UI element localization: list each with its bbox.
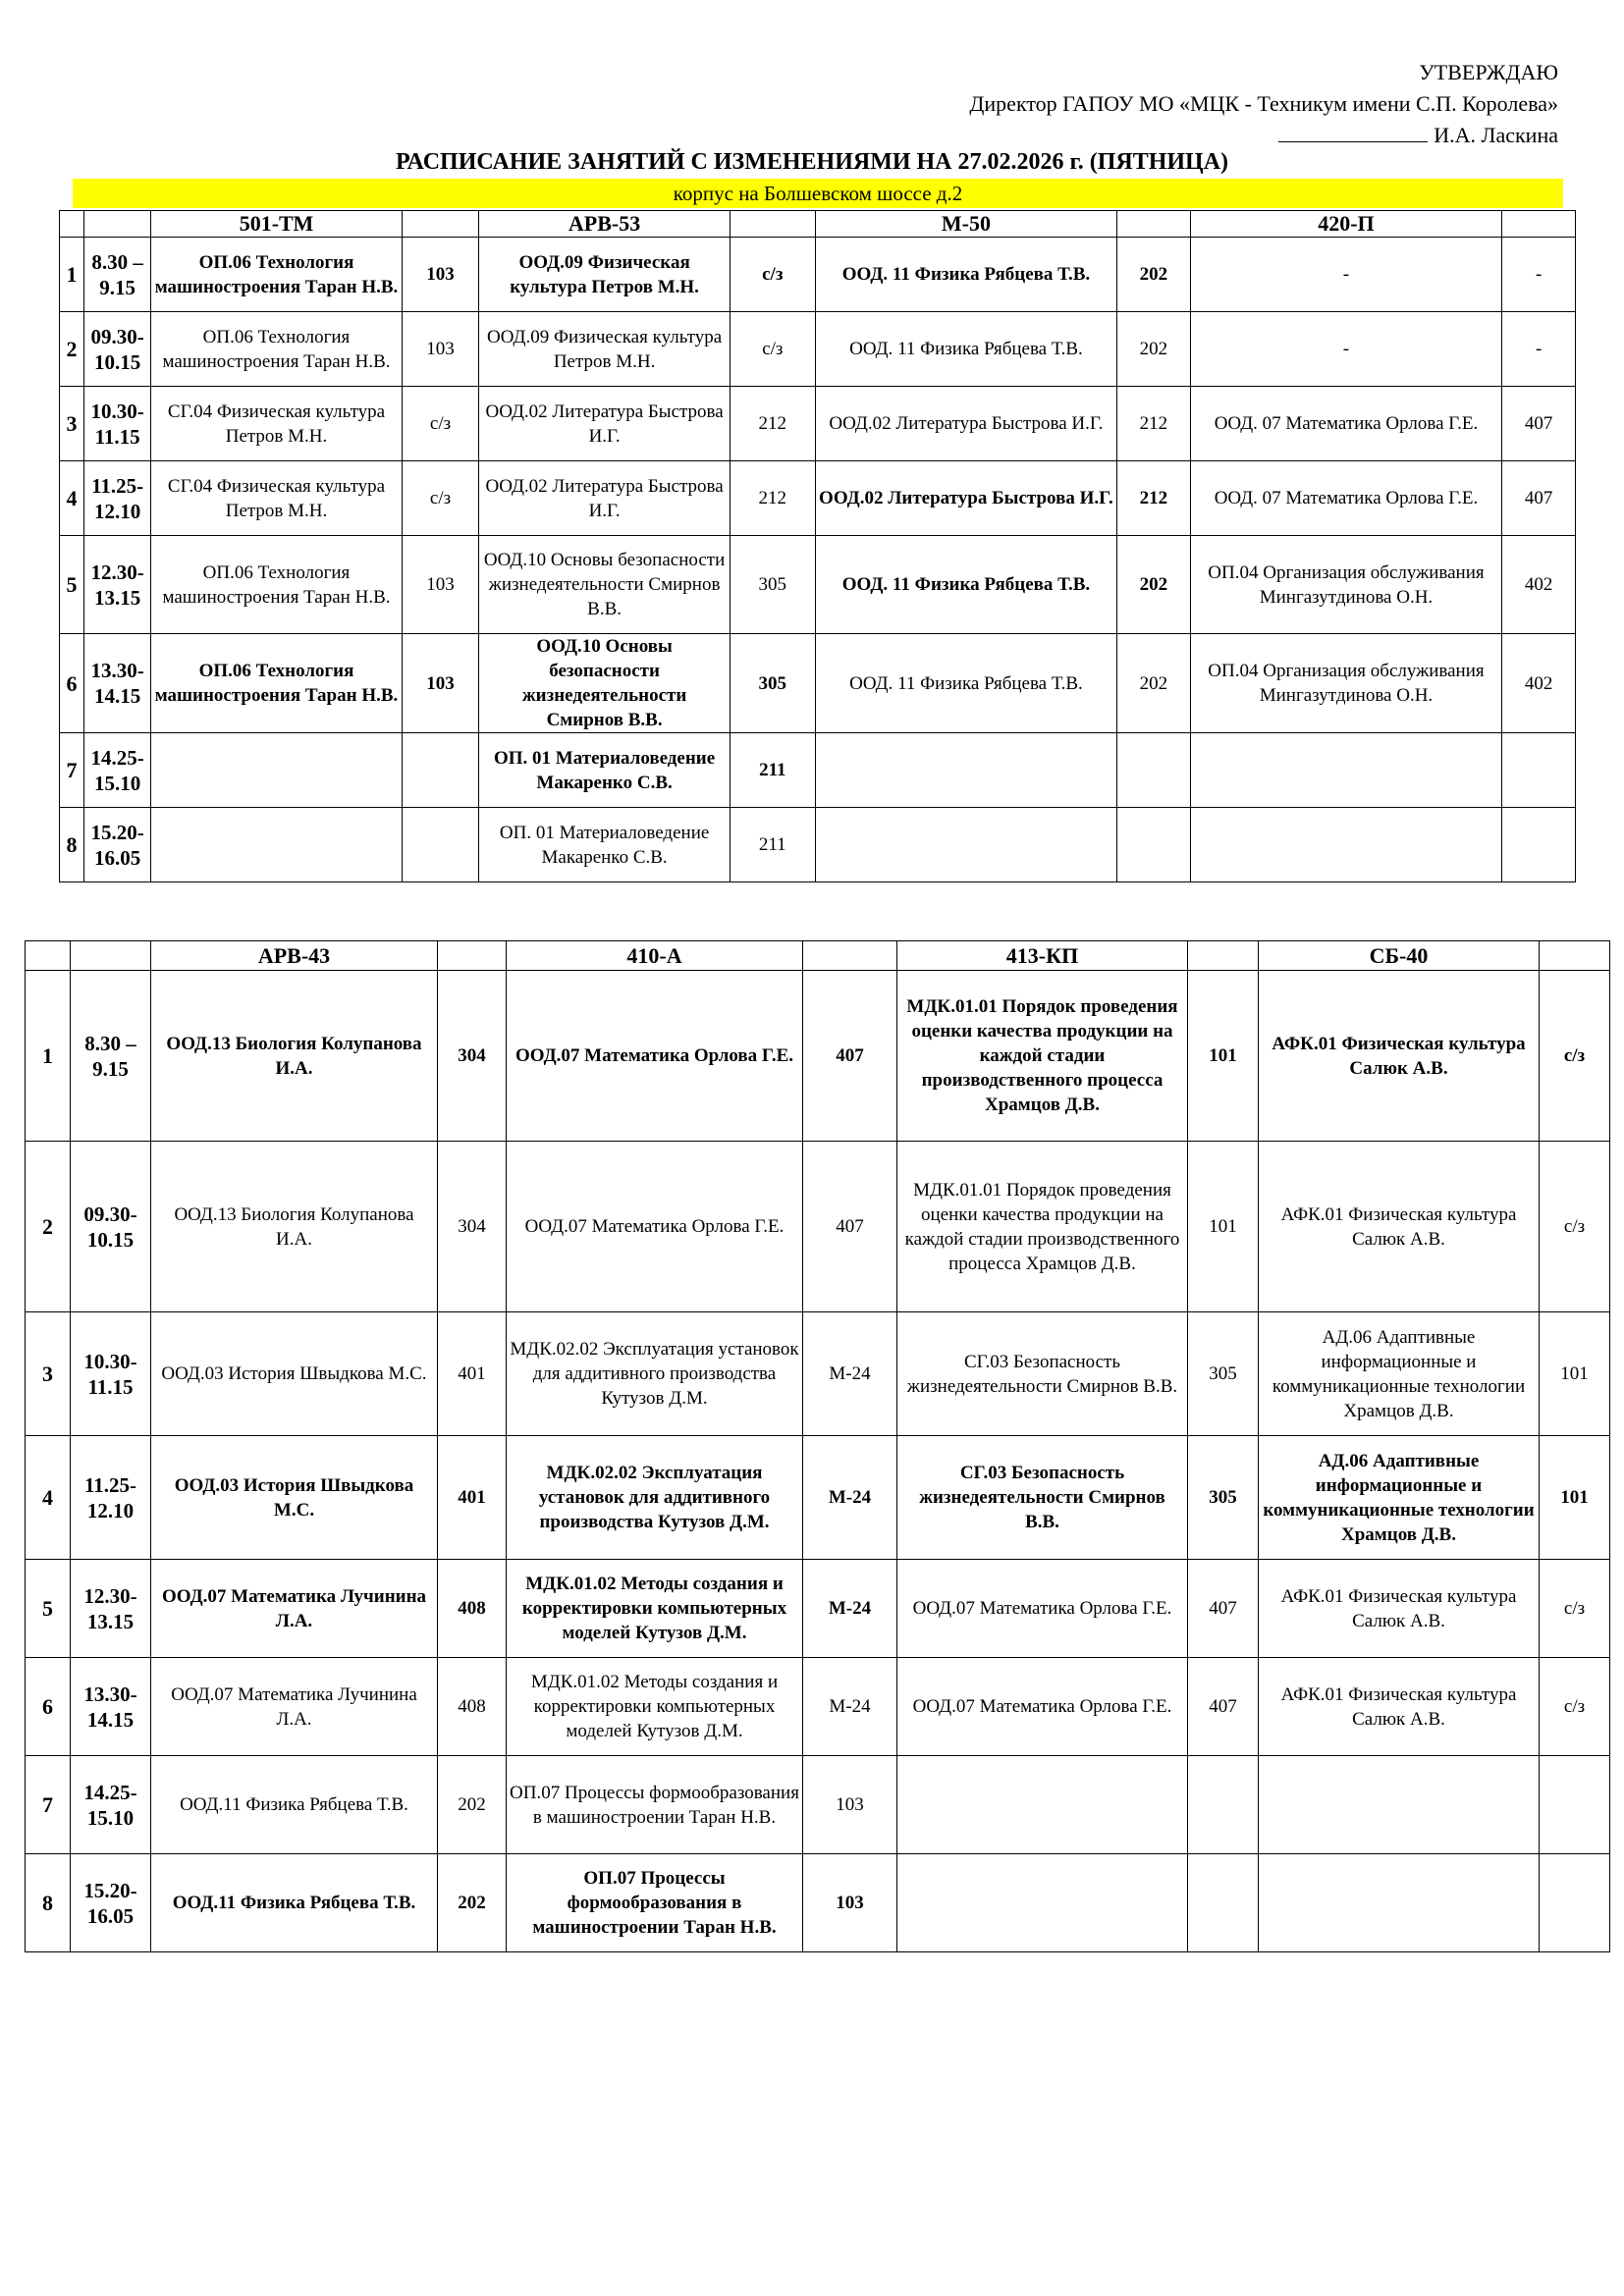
subject-cell: ОП.04 Организация обслуживания Мингазутдинова О.Н. <box>1190 634 1502 733</box>
room-cell: - <box>1502 238 1576 312</box>
subject-cell <box>815 808 1116 882</box>
room-cell: 103 <box>402 238 479 312</box>
table-row <box>60 238 1576 312</box>
room-cell: 103 <box>402 536 479 634</box>
subject-cell: ООД.10 Основы безопасности жизнедеятельности Смирнов В.В. <box>479 536 730 634</box>
group-header: М-50 <box>815 211 1116 238</box>
room-cell <box>1540 1854 1610 1952</box>
subject-cell <box>897 1756 1188 1854</box>
table-row <box>26 1142 1610 1312</box>
lesson-time: 8.30 – 9.15 <box>71 971 151 1142</box>
subject-cell: ООД.03 История Швыдкова М.С. <box>151 1436 438 1560</box>
group-header: 413-КП <box>897 941 1188 971</box>
subject-cell: АФК.01 Физическая культура Салюк А.В. <box>1259 1142 1540 1312</box>
subject-cell: МДК.02.02 Эксплуатация установок для аддитивного производства Кутузов Д.М. <box>507 1436 803 1560</box>
room-cell: с/з <box>1540 971 1610 1142</box>
room-cell <box>402 733 479 808</box>
subject-cell: ООД.07 Математика Орлова Г.Е. <box>897 1658 1188 1756</box>
lesson-number: 7 <box>26 1756 71 1854</box>
group-header: 410-А <box>507 941 803 971</box>
room-cell: с/з <box>402 461 479 536</box>
schedule-table-2 <box>25 940 1610 1952</box>
director-line: Директор ГАПОУ МО «МЦК - Техникум имени С.П. Королева» <box>969 91 1558 116</box>
subject-cell: ООД. 11 Физика Рябцева Т.В. <box>815 634 1116 733</box>
room-cell: 407 <box>1188 1658 1259 1756</box>
subject-cell: ООД.02 Литература Быстрова И.Г. <box>815 461 1116 536</box>
room-cell: 101 <box>1540 1436 1610 1560</box>
subject-cell: ООД.07 Математика Орлова Г.Е. <box>507 1142 803 1312</box>
room-cell: 407 <box>803 1142 897 1312</box>
lesson-time: 8.30 – 9.15 <box>83 238 150 312</box>
header-row <box>26 941 1610 971</box>
room-cell: 401 <box>438 1312 507 1436</box>
lesson-number: 7 <box>60 733 84 808</box>
subject-cell: ООД.09 Физическая культура Петров М.Н. <box>479 312 730 387</box>
room-cell: 305 <box>730 634 815 733</box>
subject-cell: - <box>1190 312 1502 387</box>
room-cell: с/з <box>1540 1142 1610 1312</box>
header-blank-cell <box>83 211 150 238</box>
group-header: 420-П <box>1190 211 1502 238</box>
room-cell: 103 <box>402 312 479 387</box>
room-cell: 202 <box>1117 634 1191 733</box>
room-cell: 305 <box>1188 1436 1259 1560</box>
lesson-time: 15.20- 16.05 <box>71 1854 151 1952</box>
room-cell <box>1117 808 1191 882</box>
building-banner: корпус на Болшевском шоссе д.2 <box>73 179 1563 208</box>
room-cell: 103 <box>803 1756 897 1854</box>
header-blank-cell <box>71 941 151 971</box>
lesson-time: 14.25- 15.10 <box>71 1756 151 1854</box>
subject-cell: МДК.01.02 Методы создания и корректировки компьютерных моделей Кутузов Д.М. <box>507 1658 803 1756</box>
table-row <box>26 1756 1610 1854</box>
subject-cell: ОП.07 Процессы формообразования в машиностроении Таран Н.В. <box>507 1756 803 1854</box>
room-cell: 402 <box>1502 536 1576 634</box>
subject-cell: ОП.06 Технология машиностроения Таран Н.В. <box>151 238 402 312</box>
header-blank-cell <box>1540 941 1610 971</box>
subject-cell: ОП. 01 Материаловедение Макаренко С.В. <box>479 808 730 882</box>
room-cell <box>1502 808 1576 882</box>
room-cell: 407 <box>1188 1560 1259 1658</box>
room-cell: 101 <box>1540 1312 1610 1436</box>
lesson-time: 15.20- 16.05 <box>83 808 150 882</box>
subject-cell: МДК.02.02 Эксплуатация установок для аддитивного производства Кутузов Д.М. <box>507 1312 803 1436</box>
subject-cell <box>151 733 402 808</box>
subject-cell: ОП.06 Технология машиностроения Таран Н.В. <box>151 634 402 733</box>
room-cell: 202 <box>1117 312 1191 387</box>
lesson-number: 4 <box>26 1436 71 1560</box>
group-header: АРВ-43 <box>151 941 438 971</box>
lesson-number: 3 <box>26 1312 71 1436</box>
header-blank-cell <box>60 211 84 238</box>
subject-cell: ООД.07 Математика Орлова Г.Е. <box>897 1560 1188 1658</box>
room-cell: с/з <box>1540 1658 1610 1756</box>
lesson-number: 8 <box>26 1854 71 1952</box>
room-cell: М-24 <box>803 1312 897 1436</box>
approval-block <box>969 57 1558 151</box>
lesson-time: 13.30- 14.15 <box>83 634 150 733</box>
group-header: СБ-40 <box>1259 941 1540 971</box>
room-cell: 101 <box>1188 1142 1259 1312</box>
lesson-time: 12.30- 13.15 <box>83 536 150 634</box>
group-header: АРВ-53 <box>479 211 730 238</box>
approve-label: УТВЕРЖДАЮ <box>1419 60 1558 84</box>
room-cell: 212 <box>1117 461 1191 536</box>
subject-cell: ООД. 11 Физика Рябцева Т.В. <box>815 312 1116 387</box>
room-cell: М-24 <box>803 1436 897 1560</box>
table-row <box>60 536 1576 634</box>
subject-cell: ОП.04 Организация обслуживания Мингазутдинова О.Н. <box>1190 536 1502 634</box>
lesson-number: 2 <box>26 1142 71 1312</box>
header-blank-cell <box>803 941 897 971</box>
subject-cell: ОП.07 Процессы формообразования в машиностроении Таран Н.В. <box>507 1854 803 1952</box>
subject-cell <box>1190 808 1502 882</box>
table-row <box>26 1658 1610 1756</box>
subject-cell: ООД. 11 Физика Рябцева Т.В. <box>815 536 1116 634</box>
subject-cell: АД.06 Адаптивные информационные и коммуникационные технологии Храмцов Д.В. <box>1259 1436 1540 1560</box>
header-blank-cell <box>1502 211 1576 238</box>
subject-cell: СГ.04 Физическая культура Петров М.Н. <box>151 387 402 461</box>
room-cell: 402 <box>1502 634 1576 733</box>
subject-cell: АФК.01 Физическая культура Салюк А.В. <box>1259 1560 1540 1658</box>
table-row <box>60 808 1576 882</box>
subject-cell: МДК.01.01 Порядок проведения оценки качества продукции на каждой стадии производственного процесса Храмцов Д.В. <box>897 971 1188 1142</box>
subject-cell: ООД.09 Физическая культура Петров М.Н. <box>479 238 730 312</box>
table-row <box>60 733 1576 808</box>
room-cell: 408 <box>438 1658 507 1756</box>
lesson-time: 12.30- 13.15 <box>71 1560 151 1658</box>
subject-cell: СГ.03 Безопасность жизнедеятельности Смирнов В.В. <box>897 1312 1188 1436</box>
room-cell <box>1540 1756 1610 1854</box>
room-cell: 202 <box>438 1756 507 1854</box>
subject-cell <box>897 1854 1188 1952</box>
header-blank-cell <box>1117 211 1191 238</box>
subject-cell: ООД.10 Основы безопасности жизнедеятельности Смирнов В.В. <box>479 634 730 733</box>
lesson-time: 10.30- 11.15 <box>71 1312 151 1436</box>
subject-cell: АФК.01 Физическая культура Салюк А.В. <box>1259 1658 1540 1756</box>
table-row <box>60 387 1576 461</box>
room-cell: 304 <box>438 971 507 1142</box>
group-header: 501-ТМ <box>151 211 402 238</box>
lesson-time: 14.25- 15.10 <box>83 733 150 808</box>
room-cell: 212 <box>730 461 815 536</box>
subject-cell <box>1190 733 1502 808</box>
subject-cell: ОП. 01 Материаловедение Макаренко С.В. <box>479 733 730 808</box>
schedule-table-1 <box>59 210 1576 882</box>
lesson-number: 6 <box>26 1658 71 1756</box>
subject-cell: АД.06 Адаптивные информационные и коммуникационные технологии Храмцов Д.В. <box>1259 1312 1540 1436</box>
lesson-time: 11.25- 12.10 <box>83 461 150 536</box>
subject-cell: ООД.02 Литература Быстрова И.Г. <box>479 387 730 461</box>
subject-cell: ОП.06 Технология машиностроения Таран Н.В. <box>151 312 402 387</box>
room-cell: 304 <box>438 1142 507 1312</box>
room-cell: М-24 <box>803 1560 897 1658</box>
room-cell: 407 <box>1502 461 1576 536</box>
subject-cell: ООД. 07 Математика Орлова Г.Е. <box>1190 461 1502 536</box>
subject-cell: ООД.11 Физика Рябцева Т.В. <box>151 1756 438 1854</box>
signature-blank <box>1278 122 1428 142</box>
table-row <box>26 1560 1610 1658</box>
room-cell: 305 <box>730 536 815 634</box>
page-title: РАСПИСАНИЕ ЗАНЯТИЙ С ИЗМЕНЕНИЯМИ НА 27.02.2026 г. (ПЯТНИЦА) <box>395 149 1229 175</box>
subject-cell: ООД.13 Биология Колупанова И.А. <box>151 971 438 1142</box>
subject-cell: ОП.06 Технология машиностроения Таран Н.В. <box>151 536 402 634</box>
subject-cell <box>1259 1756 1540 1854</box>
room-cell: 401 <box>438 1436 507 1560</box>
lesson-time: 09.30- 10.15 <box>83 312 150 387</box>
lesson-number: 4 <box>60 461 84 536</box>
subject-cell: ООД. 11 Физика Рябцева Т.В. <box>815 238 1116 312</box>
table-row <box>60 634 1576 733</box>
subject-cell: ООД. 07 Математика Орлова Г.Е. <box>1190 387 1502 461</box>
room-cell: 211 <box>730 808 815 882</box>
room-cell: с/з <box>402 387 479 461</box>
room-cell <box>1117 733 1191 808</box>
table-row <box>26 1854 1610 1952</box>
room-cell <box>402 808 479 882</box>
room-cell: 101 <box>1188 971 1259 1142</box>
subject-cell: МДК.01.01 Порядок проведения оценки качества продукции на каждой стадии производственного процесса Храмцов Д.В. <box>897 1142 1188 1312</box>
header-blank-cell <box>730 211 815 238</box>
lesson-number: 1 <box>26 971 71 1142</box>
lesson-time: 09.30- 10.15 <box>71 1142 151 1312</box>
room-cell: 212 <box>1117 387 1191 461</box>
room-cell <box>1502 733 1576 808</box>
table-row <box>60 461 1576 536</box>
subject-cell <box>151 808 402 882</box>
header-blank-cell <box>438 941 507 971</box>
room-cell: - <box>1502 312 1576 387</box>
room-cell: с/з <box>1540 1560 1610 1658</box>
lesson-number: 5 <box>26 1560 71 1658</box>
room-cell: 408 <box>438 1560 507 1658</box>
subject-cell: ООД.02 Литература Быстрова И.Г. <box>815 387 1116 461</box>
room-cell: с/з <box>730 238 815 312</box>
room-cell: 103 <box>402 634 479 733</box>
lesson-time: 10.30- 11.15 <box>83 387 150 461</box>
subject-cell: ООД.07 Математика Лучинина Л.А. <box>151 1560 438 1658</box>
lesson-number: 3 <box>60 387 84 461</box>
subject-cell: ООД.02 Литература Быстрова И.Г. <box>479 461 730 536</box>
room-cell: 212 <box>730 387 815 461</box>
lesson-number: 8 <box>60 808 84 882</box>
subject-cell: ООД.13 Биология Колупанова И.А. <box>151 1142 438 1312</box>
subject-cell <box>815 733 1116 808</box>
lesson-time: 11.25- 12.10 <box>71 1436 151 1560</box>
header-blank-cell <box>402 211 479 238</box>
subject-cell: - <box>1190 238 1502 312</box>
lesson-number: 2 <box>60 312 84 387</box>
lesson-number: 6 <box>60 634 84 733</box>
lesson-number: 5 <box>60 536 84 634</box>
room-cell: 407 <box>1502 387 1576 461</box>
table-row <box>26 1436 1610 1560</box>
signature-name: И.А. Ласкина <box>1434 123 1558 147</box>
room-cell: 202 <box>1117 536 1191 634</box>
lesson-number: 1 <box>60 238 84 312</box>
room-cell <box>1188 1756 1259 1854</box>
subject-cell: АФК.01 Физическая культура Салюк А.В. <box>1259 971 1540 1142</box>
room-cell: 305 <box>1188 1312 1259 1436</box>
header-blank-cell <box>1188 941 1259 971</box>
room-cell <box>1188 1854 1259 1952</box>
room-cell: 211 <box>730 733 815 808</box>
table-row <box>60 312 1576 387</box>
room-cell: 202 <box>1117 238 1191 312</box>
subject-cell: МДК.01.02 Методы создания и корректировки компьютерных моделей Кутузов Д.М. <box>507 1560 803 1658</box>
subject-cell: ООД.03 История Швыдкова М.С. <box>151 1312 438 1436</box>
lesson-time: 13.30- 14.15 <box>71 1658 151 1756</box>
room-cell: 407 <box>803 971 897 1142</box>
subject-cell: СГ.04 Физическая культура Петров М.Н. <box>151 461 402 536</box>
header-row <box>60 211 1576 238</box>
table-row <box>26 971 1610 1142</box>
header-blank-cell <box>26 941 71 971</box>
subject-cell: ООД.07 Математика Лучинина Л.А. <box>151 1658 438 1756</box>
subject-cell: СГ.03 Безопасность жизнедеятельности Смирнов В.В. <box>897 1436 1188 1560</box>
room-cell: 202 <box>438 1854 507 1952</box>
room-cell: 103 <box>803 1854 897 1952</box>
table-row <box>26 1312 1610 1436</box>
subject-cell: ООД.07 Математика Орлова Г.Е. <box>507 971 803 1142</box>
room-cell: М-24 <box>803 1658 897 1756</box>
subject-cell <box>1259 1854 1540 1952</box>
subject-cell: ООД.11 Физика Рябцева Т.В. <box>151 1854 438 1952</box>
room-cell: с/з <box>730 312 815 387</box>
